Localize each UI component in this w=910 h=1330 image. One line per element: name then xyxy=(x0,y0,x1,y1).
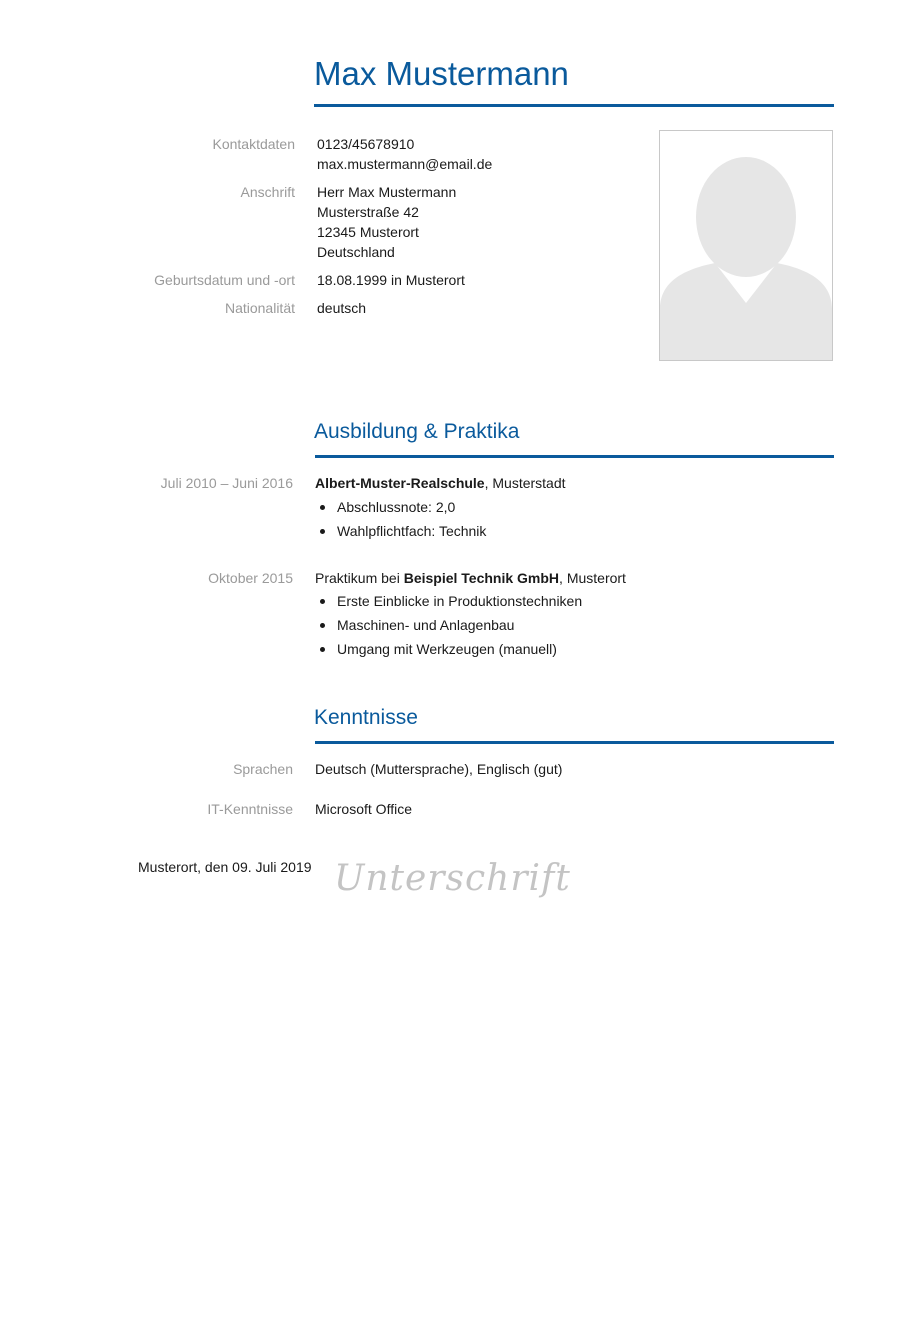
list-item: Umgang mit Werkzeugen (manuell) xyxy=(315,637,582,661)
list-item: Abschlussnote: 2,0 xyxy=(315,495,486,519)
address-line: 12345 Musterort xyxy=(317,224,419,240)
avatar-silhouette-icon xyxy=(660,131,832,360)
internship-bullet-list xyxy=(315,589,582,661)
languages-value: Deutsch (Muttersprache), Englisch (gut) xyxy=(315,761,563,777)
internship-date: Oktober 2015 xyxy=(208,570,293,586)
education-bullet-list xyxy=(315,495,486,543)
education-date: Juli 2010 – Juni 2016 xyxy=(160,475,293,491)
contact-label: Kontaktdaten xyxy=(212,136,295,152)
it-skills-value: Microsoft Office xyxy=(315,801,412,817)
phone-value: 0123/45678910 xyxy=(317,136,415,152)
header-divider xyxy=(314,104,834,107)
list-item: Wahlpflichtfach: Technik xyxy=(315,519,486,543)
address-line: Deutschland xyxy=(317,244,395,260)
education-divider xyxy=(315,455,834,458)
company-name: Beispiel Technik GmbH xyxy=(403,570,560,586)
address-label: Anschrift xyxy=(240,184,295,200)
skills-divider xyxy=(315,741,834,744)
list-item: Erste Einblicke in Produktionstechniken xyxy=(315,589,582,613)
languages-label: Sprachen xyxy=(233,761,293,777)
skills-section-title: Kenntnisse xyxy=(314,706,418,729)
address-line: Musterstraße 42 xyxy=(317,204,419,220)
email-value: max.mustermann@email.de xyxy=(317,156,493,172)
signature: Unterschrift xyxy=(334,858,571,899)
birth-value: 18.08.1999 in Musterort xyxy=(317,272,465,288)
education-section-title: Ausbildung & Praktika xyxy=(314,420,520,443)
nationality-label: Nationalität xyxy=(224,300,295,316)
place-date: Musterort, den 09. Juli 2019 xyxy=(138,859,312,875)
it-skills-label: IT-Kenntnisse xyxy=(207,801,293,817)
school-name: Albert-Muster-Realschule xyxy=(315,475,485,491)
birth-label: Geburtsdatum und -ort xyxy=(154,272,295,288)
nationality-value: deutsch xyxy=(317,300,367,316)
address-line: Herr Max Mustermann xyxy=(317,184,457,200)
internship-entry-heading: Praktikum bei Beispiel Technik GmbH, Musterort xyxy=(315,570,626,586)
profile-photo-placeholder xyxy=(659,130,833,361)
education-entry-heading: Albert-Muster-Realschule, Musterstadt xyxy=(315,475,566,491)
list-item: Maschinen- und Anlagenbau xyxy=(315,613,582,637)
cv-name-heading: Max Mustermann xyxy=(314,55,569,92)
